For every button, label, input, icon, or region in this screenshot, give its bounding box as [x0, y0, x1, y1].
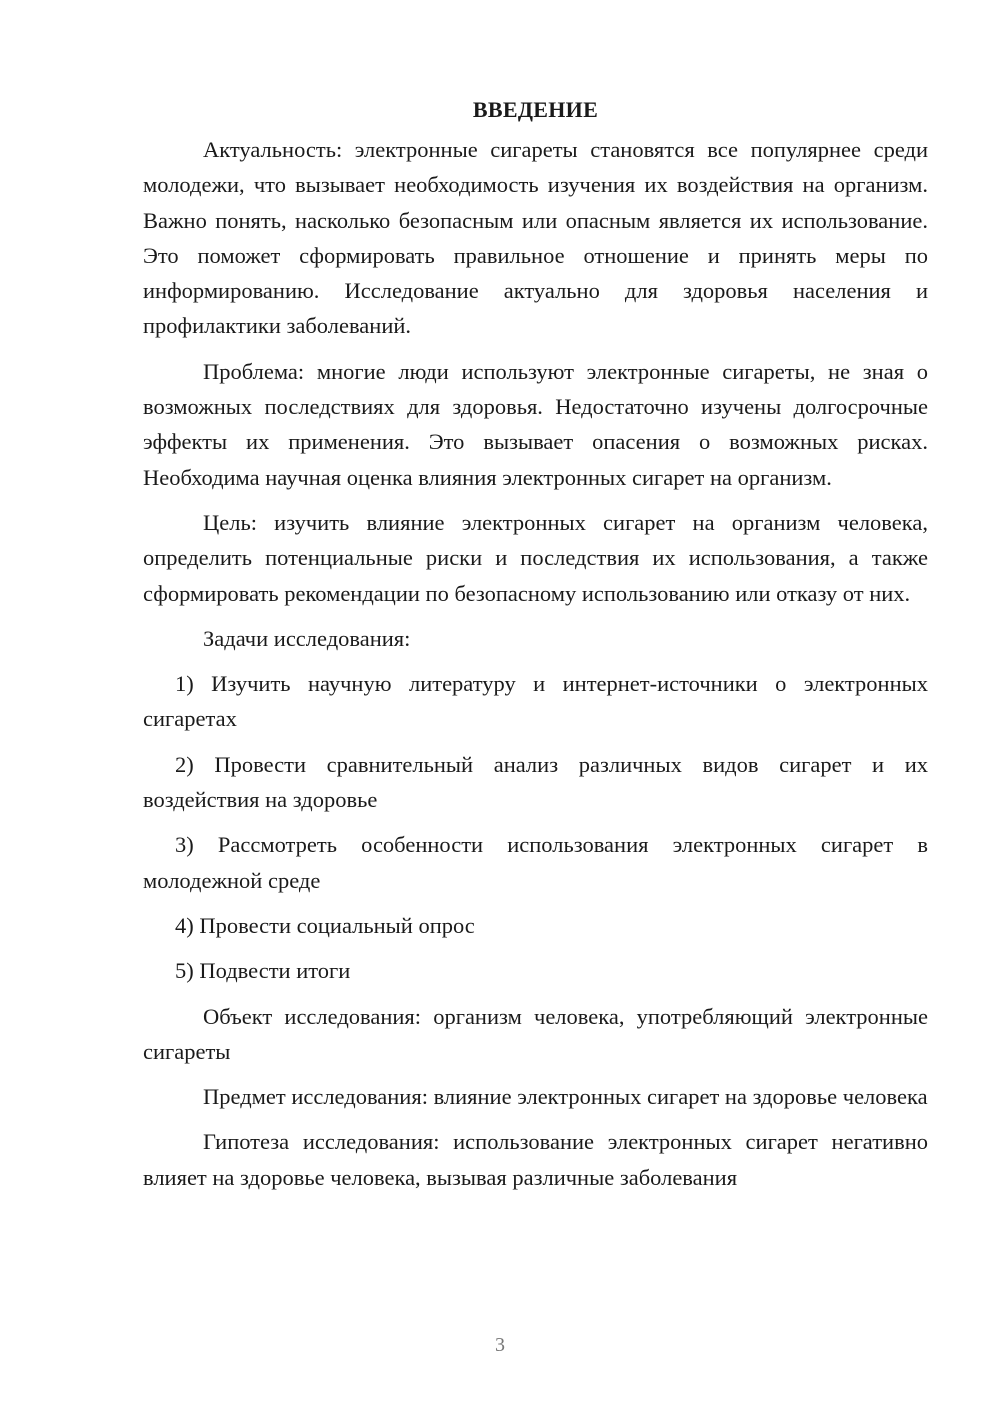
paragraph-relevance: Актуальность: электронные сигареты становятся все популярнее среди молодежи, что вызывает необходимость изучения их воздействия на организм. Важно понять, насколько безопасным или опасным является их использование. Это поможет сформировать правильное отношение и принять меры по информированию. Исследование актуально для здоровья населения и профилактики заболеваний. [143, 137, 928, 339]
task-item-1: 1) Изучить научную литературу и интернет-источники о электронных сигаретах [143, 671, 928, 732]
paragraph-tasks-heading: Задачи исследования: [203, 625, 411, 651]
page-content [143, 96, 928, 1205]
task-item-5: 5) Подвести итоги [175, 958, 351, 984]
page-number: 3 [495, 1334, 505, 1356]
task-item-3: 3) Рассмотреть особенности использования электронных сигарет в молодежной среде [143, 832, 928, 893]
task-item-2: 2) Провести сравнительный анализ различных видов сигарет и их воздействия на здоровье [143, 751, 928, 813]
paragraph-object: Объект исследования: организм человека, употребляющий электронные сигареты [143, 1003, 928, 1064]
paragraph-subject: Предмет исследования: влияние электронных сигарет на здоровье человека [203, 1084, 928, 1110]
section-title: ВВЕДЕНИЕ [472, 97, 599, 122]
paragraph-problem: Проблема: многие люди используют электронные сигареты, не зная о возможных последствиях для здоровья. Недостаточно изучены долгосрочные эффекты их применения. Это вызывает опасения о возможных рисках. Необходима научная оценка влияния электронных сигарет на организм. [143, 358, 928, 490]
task-item-4: 4) Провести социальный опрос [175, 912, 475, 938]
paragraph-goal: Цель: изучить влияние электронных сигарет на организм человека, определить потенциальные риски и последствия их использования, а также сформировать рекомендации по безопасному использованию или отказу от них. [143, 509, 928, 606]
paragraph-hypothesis: Гипотеза исследования: использование электронных сигарет негативно влияет на здоровье человека, вызывая различные заболевания [143, 1129, 928, 1190]
